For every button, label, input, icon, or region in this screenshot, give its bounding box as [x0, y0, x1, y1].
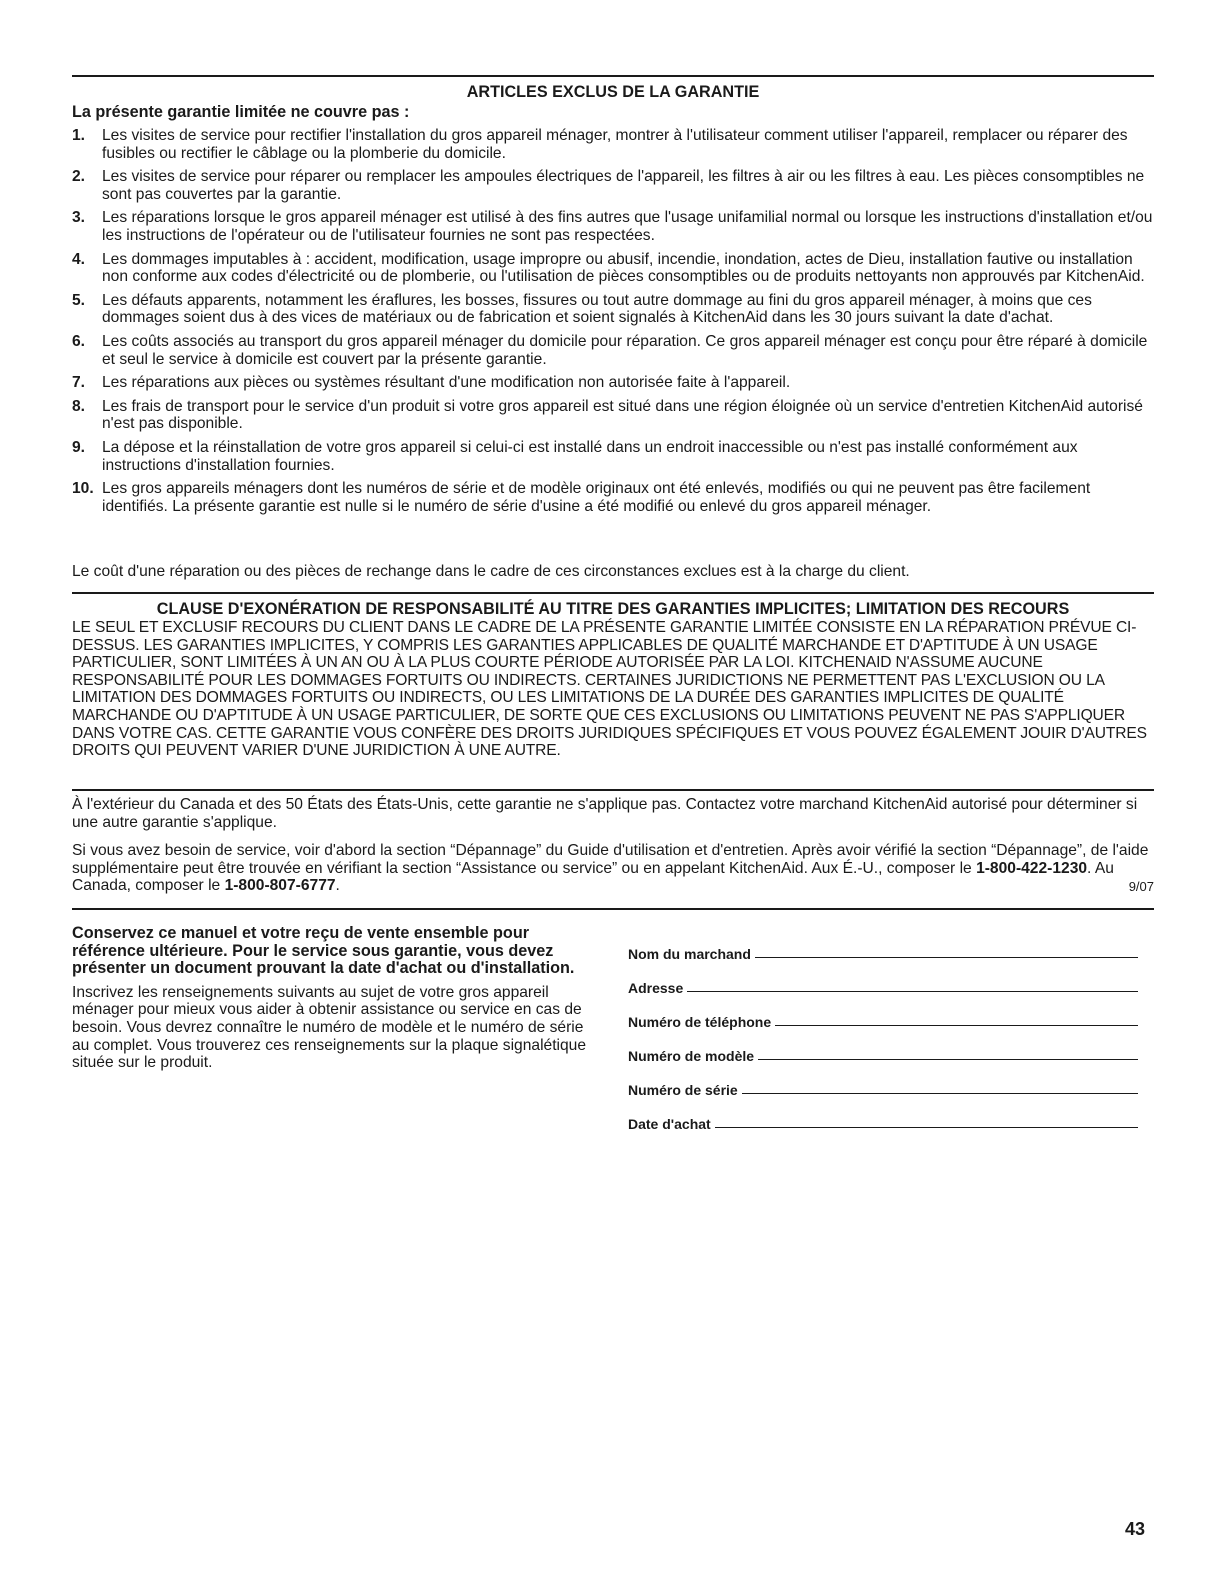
list-item — [72, 209, 1154, 244]
section-rule — [72, 789, 1154, 791]
list-item — [72, 251, 1154, 286]
disclaimer-text: LE SEUL ET EXCLUSIF RECOURS DU CLIENT DANS LE CADRE DE LA PRÉSENTE GARANTIE LIMITÉE CONSISTE EN LA RÉPARATION PRÉVUE CI-DESSUS. LES GARANTIES IMPLICITES, Y COMPRIS LES GARANTIES APPLICABLES DE QUALITÉ MARCHANDE ET D'APTITUDE À UN USAGE PARTICULIER, SONT LIMITÉES À UN AN OU À LA PLUS COURTE PÉRIODE AUTORISÉE PAR LA LOI. KITCHENAID N'ASSUME AUCUNE RESPONSABILITÉ POUR LES DOMMAGES FORTUITS OU INDIRECTS. CERTAINES JURIDICTIONS NE PERMETTENT PAS L'EXCLUSION OU LA LIMITATION DES DOMMAGES FORTUITS OU INDIRECTS, OU LES LIMITATIONS DE LA DURÉE DES GARANTIES IMPLICITES DE QUALITÉ MARCHANDE OU D'APTITUDE À UN USAGE PARTICULIER, DE SORTE QUE CES EXCLUSIONS OU LIMITATIONS PEUVENT NE PAS S'APPLIQUER DANS VOTRE CAS. CETTE GARANTIE VOUS CONFÈRE DES DROITS JURIDIQUES SPÉCIFIQUES ET VOUS POUVEZ ÉGALEMENT JOUIR D'AUTRES DROITS QUI PEUVENT VARIER D'UNE JURIDICTION À UNE AUTRE. — [72, 619, 1147, 760]
form-row-model — [628, 1030, 1138, 1064]
top-rule — [72, 75, 1154, 77]
item-text: Les visites de service pour rectifier l'installation du gros appareil ménager, montrer à l'utilisateur comment utiliser l'appareil, remplacer ou réparer des fusibles ou rectifier le câblage ou la plomberie du domicile. — [102, 127, 1128, 162]
model-label: Numéro de modèle — [628, 1048, 755, 1064]
item-text: Les réparations aux pièces ou systèmes résultant d'une modification non autorisée faite à l'appareil. — [102, 374, 791, 392]
item-number: 6. — [72, 332, 86, 350]
item-number: 4. — [72, 250, 86, 268]
list-item — [72, 398, 1154, 433]
phone-ca: 1-800-807-6777 — [224, 877, 336, 895]
item-number: 3. — [72, 209, 86, 227]
serial-label: Numéro de série — [628, 1082, 738, 1098]
service-text-mid: . Au Canada, composer le — [72, 859, 1114, 895]
phone-label: Numéro de téléphone — [628, 1014, 772, 1030]
form-row-serial — [628, 1064, 1138, 1098]
item-number: 9. — [72, 438, 86, 456]
item-text: Les dommages imputables à : accident, modification, usage impropre ou abusif, incendie, inondation, actes de Dieu, installation fautive ou installation non conforme aux codes d'électricité ou de plomberie, ou l'utilisation de pièces consomptibles ou de produits nettoyants non approuvés par KitchenAid. — [102, 250, 1145, 286]
item-text: Les réparations lorsque le gros appareil ménager est utilisé à des fins autres que l'usage unifamilial normal ou lorsque les instructions d'installation et/ou les instructions de l'opérateur ou de l'utilisateur fournies ne sont pas respectées. — [102, 209, 1153, 244]
serial-field-line — [742, 1093, 1138, 1094]
model-field-line — [758, 1059, 1138, 1060]
form-row-purchase-date — [628, 1098, 1138, 1132]
list-item — [72, 374, 1154, 392]
item-number: 2. — [72, 168, 86, 186]
list-item — [72, 333, 1154, 368]
record-form — [628, 928, 1138, 1132]
section-rule — [72, 908, 1154, 910]
item-text: Les visites de service pour réparer ou remplacer les ampoules électriques de l'appareil, les filtres à air ou les filtres à eau. Les pièces consomptibles ne sont pas couvertes par la garantie. — [102, 168, 1145, 203]
keep-text: Inscrivez les renseignements suivants au sujet de votre gros appareil ménager pour mieux vous aider à obtenir assistance ou service en cas de besoin. Vous devrez connaître le numéro de modèle et le numéro de série au complet. Vous trouverez ces renseignements sur la plaque signalétique située sur le produit. — [72, 983, 587, 1072]
form-row-phone — [628, 996, 1138, 1030]
exclusions-subtitle: La présente garantie limitée ne couvre pas : — [72, 103, 410, 121]
form-row-address — [628, 962, 1138, 996]
list-item — [72, 439, 1154, 474]
item-number: 8. — [72, 397, 86, 415]
list-item — [72, 127, 1154, 162]
keep-section — [72, 925, 592, 1072]
form-row-dealer — [628, 928, 1138, 962]
item-number: 5. — [72, 291, 86, 309]
outside-paragraph: À l'extérieur du Canada et des 50 États des États-Unis, cette garantie ne s'applique pas. Contactez votre marchand KitchenAid autorisé pour déterminer si une autre garantie s'applique. — [72, 796, 1138, 831]
purchase-date-label: Date d'achat — [628, 1116, 711, 1132]
disclaimer-title: CLAUSE D'EXONÉRATION DE RESPONSABILITÉ AU TITRE DES GARANTIES IMPLICITES; LIMITATION DES RECOURS — [156, 600, 1070, 618]
exclusions-list — [72, 127, 1154, 521]
page-number: 43 — [1124, 1519, 1145, 1539]
item-number: 1. — [72, 127, 86, 144]
address-field-line — [687, 991, 1138, 992]
date-code-row — [72, 878, 1154, 896]
item-text: Les défauts apparents, notamment les éraflures, les bosses, fissures ou tout autre dommage au fini du gros appareil ménager, à moins que ces dommages soient dus à des vices de matériaux ou de fabrication et soient signalés à KitchenAid dans les 30 jours suivant la date d'achat. — [102, 291, 1092, 327]
phone-us: 1-800-422-1230 — [976, 859, 1088, 877]
item-text: Les frais de transport pour le service d'un produit si votre gros appareil est situé dans une région éloignée où un service d'entretien KitchenAid autorisé n'est pas disponible. — [102, 397, 1143, 433]
item-text: Les gros appareils ménagers dont les numéros de série et de modèle originaux ont été enlevés, modifiés ou qui ne peuvent pas être facilement identifiés. La présente garantie est nulle si le numéro de série d'usine a été modifié ou enlevé du gros appareil ménager. — [102, 480, 1091, 515]
list-item — [72, 168, 1154, 203]
item-number: 10. — [72, 480, 94, 498]
item-number: 7. — [72, 374, 86, 392]
section-rule — [72, 592, 1154, 594]
keep-bold-text: Conservez ce manuel et votre reçu de vente ensemble pour référence ultérieure. Pour le service sous garantie, vous devez présenter un document prouvant la date d'achat ou d'installation. — [72, 924, 575, 978]
item-text: Les coûts associés au transport du gros appareil ménager du domicile pour réparation. Ce gros appareil ménager est conçu pour être réparé à domicile et seul le service à domicile est couvert par la présente garantie. — [102, 332, 1148, 368]
date-code: 9/07 — [1128, 879, 1154, 894]
purchase-date-field-line — [715, 1127, 1138, 1128]
address-label: Adresse — [628, 980, 684, 996]
phone-field-line — [775, 1025, 1138, 1026]
dealer-field-line — [755, 957, 1138, 958]
dealer-label: Nom du marchand — [628, 946, 751, 962]
service-text-start: Si vous avez besoin de service, voir d'abord la section “Dépannage” du Guide d'utilisation et d'entretien. Après avoir vérifié la section “Dépannage”, de l'aide supplémentaire peut être trouvée en vérifiant la section “Assistance ou service” ou en appelant KitchenAid. Aux É.-U., composer le — [72, 842, 1149, 877]
list-item — [72, 292, 1154, 327]
item-text: La dépose et la réinstallation de votre gros appareil si celui-ci est installé dans un endroit inaccessible ou n'est pas installé conformément aux instructions d'installation fournies. — [102, 438, 1078, 474]
list-item — [72, 480, 1154, 515]
exclusions-footer: Le coût d'une réparation ou des pièces de rechange dans le cadre de ces circonstances exclues est à la charge du client. — [72, 563, 910, 580]
service-text-end: . — [335, 877, 340, 895]
exclusions-title: ARTICLES EXCLUS DE LA GARANTIE — [466, 83, 760, 101]
